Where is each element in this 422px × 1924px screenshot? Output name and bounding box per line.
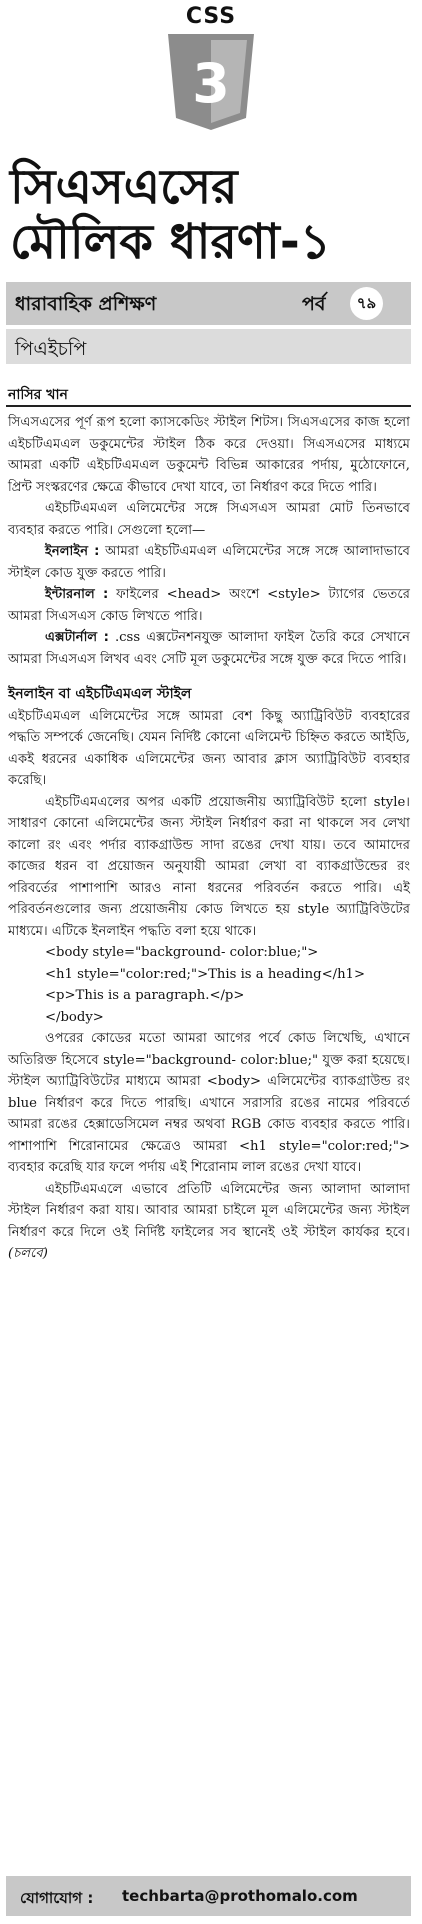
paragraph-intro: সিএসএসের পূর্ণ রূপ হলো ক্যাসকেডিং স্টাইল শিটস। সিএসএসের কাজ হলো এইচটিএমএল ডকুমেন্টের স্টাইল ঠিক করে দেওয়া। সিএসএসের মাধ্যমে আমরা একটি এইচটিএমএল ডকুমেন্ট বিভিন্ন আকারের পর্দায়, মুঠোফোনে, প্রিন্ট সংস্করণের ক্ষেত্রে কীভাবে দেখা যাবে, তা নির্ধারণ করে দিতে পারি। [8,415,410,495]
episode-word: পর্ব [302,293,326,315]
article-body [8,412,410,1265]
logo-word: CSS [185,4,237,29]
byline-divider [6,405,411,407]
headline-line-2: মৌলিক ধারণা-১ [10,214,331,270]
term-external: এক্সটার্নাল : [45,630,109,645]
term-internal: ইন্টারনাল : [45,587,109,602]
section-subhead: ইনলাইন বা এইচটিএমএল স্টাইল [8,686,192,702]
topic-banner [6,329,411,364]
contact-email[interactable]: techbarta@prothomalo.com [122,1887,358,1905]
method-inline-text: আমরা এইচটিএমএল এলিমেন্টের সঙ্গে সঙ্গে আলাদাভাবে স্টাইল কোড যুক্ত করতে পারি। [8,544,410,581]
paragraph-code-explanation: ওপরের কোডের মতো আমরা আগের পর্বে কোড লিখেছি, এখানে অতিরিক্ত হিসেবে style="background- color:blue;" যুক্ত করা হয়েছে। স্টাইল অ্যাট্রিবিউটের মাধ্যমে আমরা <body> এলিমেন্টের ব্যাকগ্রাউন্ড রং blue নির্ধারণ করে দিতে পারছি। এখানে সরাসরি রঙের নামের পরিবর্তে আমরা রঙের হেক্সাডেসিমেল নম্বর অথবা RGB কোড ব্যবহার করতে পারি। পাশাপাশি শিরোনামের ক্ষেত্রেও আমরা <h1 style="color:red;"> ব্যবহার করেছি যার ফলে পর্দায় এই শিরোনাম লাল রঙের দেখা যাবে। [8,1031,410,1175]
method-external-text: .css এক্সটেনশনযুক্ত আলাদা ফাইল তৈরি করে সেখানে আমরা সিএসএস লিখব এবং সেটি মূল ডকুমেন্টের সঙ্গে যুক্ত করে দিতে পারি। [8,630,410,667]
paragraph-conclusion [8,1179,410,1265]
code-line-1: <body style="background- color:blue;"> [45,945,319,960]
code-line-4: </body> [45,1009,104,1025]
css3-shield-icon [160,4,262,136]
conclusion-text: এইচটিএমএলে এভাবে প্রতিটি এলিমেন্টের জন্য আলাদা আলাদা স্টাইল নির্ধারণ করা যায়। আবার আমরা চাইলে মূল এলিমেন্টের জন্য স্টাইল নির্ধারণ করে দিলে ওই নির্দিষ্ট ফাইলের সব স্থানেই ওই স্টাইল কার্যকর হবে। [8,1181,410,1240]
author-byline: নাসির খান [8,387,68,403]
method-internal-text: ফাইলের <head> অংশে <style> ট্যাগের ভেতরে আমরা সিএসএস কোড লিখতে পারি। [8,587,410,624]
series-label: ধারাবাহিক প্রশিক্ষণ [15,293,157,315]
headline-line-1: সিএসএসের [10,159,238,215]
episode-number-badge: ৭৯ [350,287,383,320]
paragraph-methods: এইচটিএমএল এলিমেন্টের সঙ্গে সিএসএস আমরা মোট তিনভাবে ব্যবহার করতে পারি। সেগুলো হলো— [8,501,410,538]
logo-numeral: 3 [192,52,230,115]
series-banner [6,282,411,325]
contact-label: যোগাযোগ : [20,1889,94,1907]
code-line-3: <p>This is a paragraph.</p> [45,988,245,1003]
code-line-2: <h1 style="color:red;">This is a heading</h1> [45,966,365,982]
method-inline [8,541,410,584]
to-be-continued: (চলবে) [8,1246,48,1261]
topic-label: পিএইচপি [15,338,87,360]
method-internal [8,584,410,627]
css3-logo [160,4,262,136]
term-inline: ইনলাইন : [45,544,100,559]
method-external [8,627,410,670]
contact-bar [6,1876,411,1916]
paragraph-attributes: এইচটিএমএল এলিমেন্টের সঙ্গে আমরা বেশ কিছু অ্যাট্রিবিউট ব্যবহারের পদ্ধতি সম্পর্কে জেনেছি। যেমন নির্দিষ্ট কোনো এলিমেন্ট চিহ্নিত করতে আইডি, একই ধরনের একাধিক এলিমেন্টের জন্য আবার ক্লাস অ্যাট্রিবিউট ব্যবহার করেছি। [8,708,410,788]
paragraph-style-attribute: এইচটিএমএলের অপর একটি প্রয়োজনীয় অ্যাট্রিবিউট হলো style। সাধারণ কোনো এলিমেন্টের জন্য স্টাইল নির্ধারণ করা না থাকলে সব লেখা কালো রং এবং পর্দার ব্যাকগ্রাউন্ড সাদা রঙের দেখা যায়। তবে আমাদের কাজের ধরন বা প্রয়োজন অনুযায়ী আমরা লেখা বা ব্যাকগ্রাউন্ডের রং পরিবর্তের পাশাপাশি আরও নানা ধরনের পরিবর্তন করতে পারি। এই পরিবর্তনগুলোর জন্য প্রয়োজনীয় কোড লিখতে হয় style অ্যাট্রিবিউটের মাধ্যমে। এটিকে ইনলাইন পদ্ধতি বলা হয়ে থাকে। [8,794,410,939]
headline [10,160,415,270]
